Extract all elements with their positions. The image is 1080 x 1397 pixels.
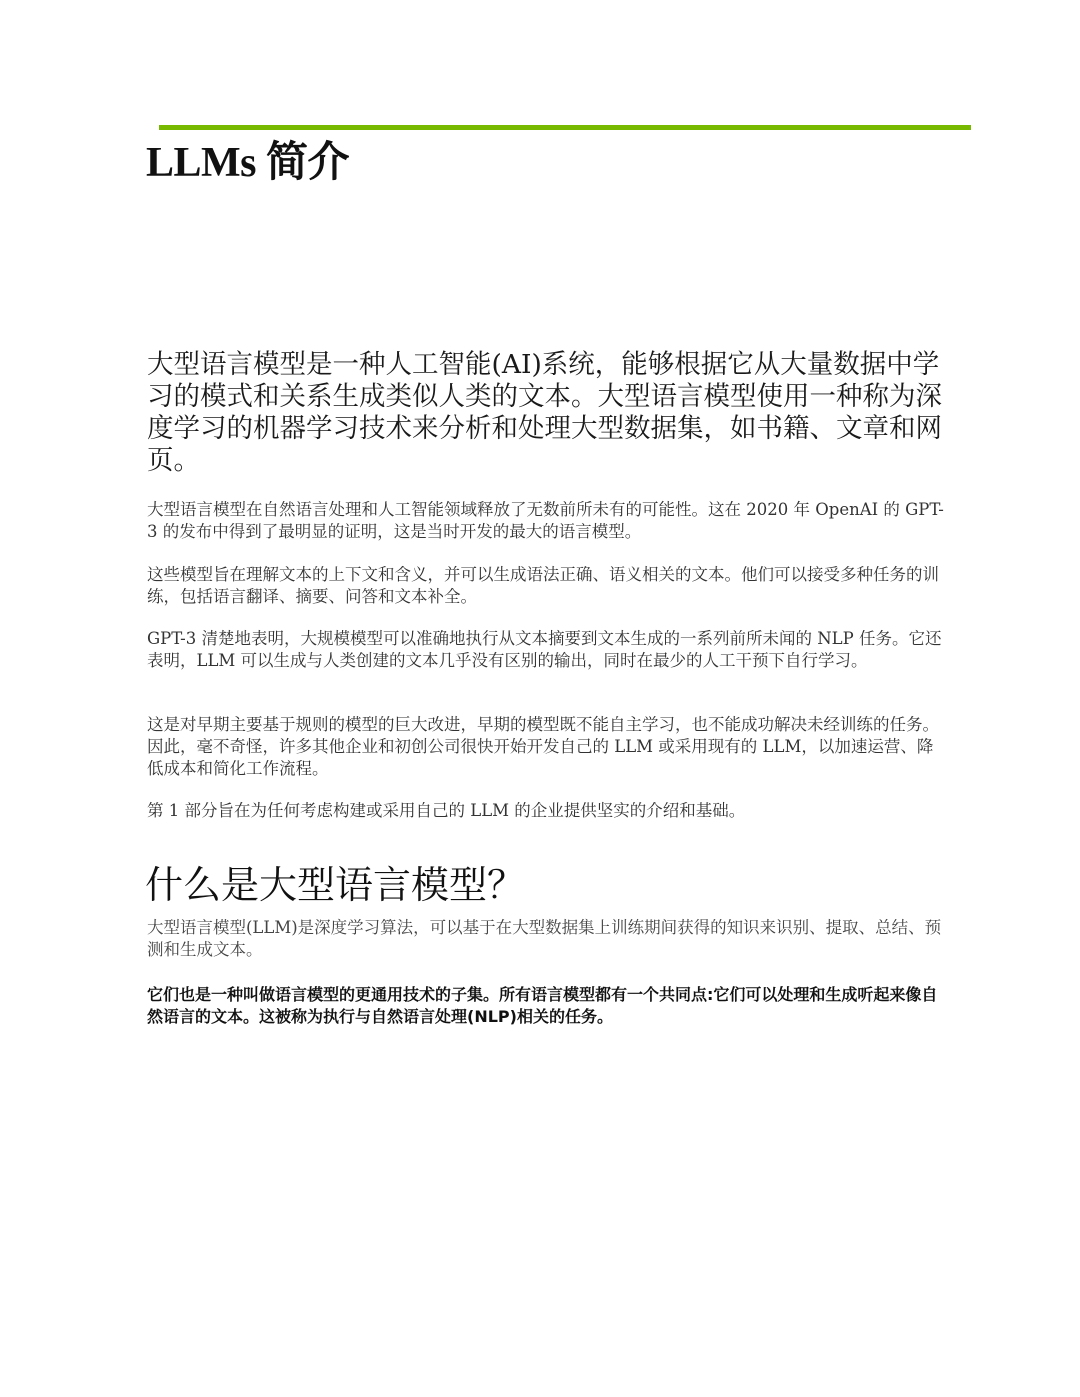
body-paragraph-4: 这是对早期主要基于规则的模型的巨大改进，早期的模型既不能自主学习，也不能成功解决未经训练的任务。因此，毫不奇怪，许多其他企业和初创公司很快开始开发自己的 LLM 或采用现有的 LLM，以加速运营、降低成本和简化工作流程。: [147, 715, 939, 778]
body-paragraph-5: 第 1 部分旨在为任何考虑构建或采用自己的 LLM 的企业提供坚实的介绍和基础。: [147, 801, 746, 820]
bold-paragraph: 它们也是一种叫做语言模型的更通用技术的子集。所有语言模型都有一个共同点:它们可以处理和生成听起来像自然语言的文本。这被称为执行与自然语言处理(NLP)相关的任务。: [147, 985, 938, 1026]
body-paragraph-1: 大型语言模型在自然语言处理和人工智能领域释放了无数前所未有的可能性。这在 2020 年 OpenAI 的 GPT-3 的发布中得到了最明显的证明，这是当时开发的最大的语言模型。: [147, 500, 944, 541]
green-accent-rule: [159, 125, 971, 130]
lead-paragraph: 大型语言模型是一种人工智能(AI)系统，能够根据它从大量数据中学习的模式和关系生成类似人类的文本。大型语言模型使用一种称为深度学习的机器学习技术来分析和处理大型数据集，如书籍、文章和网页。: [147, 349, 942, 476]
section-title: LLMs 简介: [146, 140, 350, 186]
body-paragraph-2: 这些模型旨在理解文本的上下文和含义，并可以生成语法正确、语义相关的文本。他们可以接受多种任务的训练，包括语言翻译、摘要、问答和文本补全。: [147, 565, 939, 606]
body-paragraph-3: GPT-3 清楚地表明，大规模模型可以准确地执行从文本摘要到文本生成的一系列前所未闻的 NLP 任务。它还表明，LLM 可以生成与人类创建的文本几乎没有区别的输出，同时在最少的人工干预下自行学习。: [147, 629, 942, 670]
definition-paragraph: 大型语言模型(LLM)是深度学习算法，可以基于在大型数据集上训练期间获得的知识来识别、提取、总结、预测和生成文本。: [147, 918, 942, 959]
subsection-heading: 什么是大型语言模型？: [145, 863, 526, 907]
